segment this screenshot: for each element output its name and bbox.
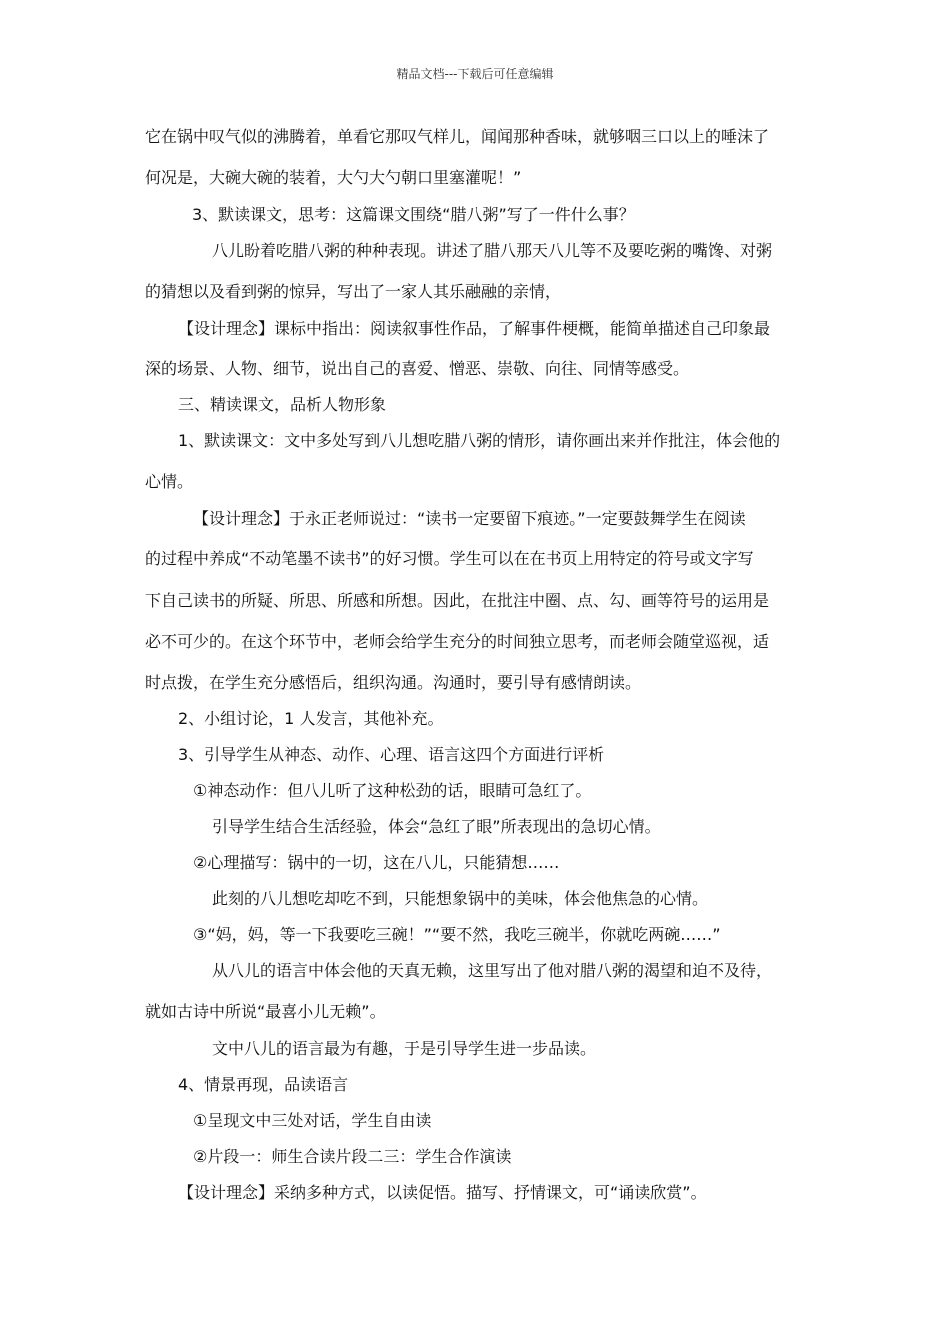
body-line: 3、引导学生从神态、动作、心理、语言这四个方面进行评析: [178, 745, 605, 764]
body-line: 的过程中养成“不动笔墨不读书”的好习惯。学生可以在在书页上用特定的符号或文字写: [145, 549, 754, 568]
body-line: 从八儿的语言中体会他的天真无赖，这里写出了他对腊八粥的渴望和迫不及待，: [212, 961, 773, 980]
body-line: 引导学生结合生活经验，体会“急红了眼”所表现出的急切心情。: [212, 817, 661, 836]
body-line: 它在锅中叹气似的沸腾着，单看它那叹气样儿，闻闻那种香味，就够咽三口以上的唾沫了: [145, 127, 770, 146]
body-line: 何况是，大碗大碗的装着，大勺大勺朝口里塞灌呢！”: [145, 168, 522, 187]
body-line: 3、默读课文，思考：这篇课文围绕“腊八粥”写了一件什么事？: [192, 205, 635, 224]
body-line: ①神态动作：但八儿听了这种松劲的话，眼睛可急红了。: [193, 781, 592, 800]
body-line: 心情。: [145, 472, 194, 491]
design-concept-line: 【设计理念】于永正老师说过：“读书一定要留下痕迹。”一定要鼓舞学生在阅读: [193, 509, 746, 528]
section-heading: 三、精读课文，品析人物形象: [178, 395, 387, 414]
body-line: 此刻的八儿想吃却吃不到，只能想象锅中的美味，体会他焦急的心情。: [212, 889, 709, 908]
body-line: 八儿盼着吃腊八粥的种种表现。讲述了腊八那天八儿等不及要吃粥的嘴馋、对粥: [212, 241, 773, 260]
body-line: ②片段一：师生合读片段二三：学生合作演读: [193, 1147, 512, 1166]
body-line: ①呈现文中三处对话，学生自由读: [193, 1111, 432, 1130]
body-line: 1、默读课文：文中多处写到八儿想吃腊八粥的情形，请你画出来并作批注，体会他的: [178, 431, 781, 450]
body-line: 的猜想以及看到粥的惊异，写出了一家人其乐融融的亲情，: [145, 282, 562, 301]
body-line: 必不可少的。在这个环节中，老师会给学生充分的时间独立思考，而老师会随堂巡视，适: [145, 632, 770, 651]
body-line: 文中八儿的语言最为有趣，于是引导学生进一步品读。: [212, 1039, 597, 1058]
body-line: ③“妈，妈，等一下我要吃三碗！”“要不然，我吃三碗半，你就吃两碗……”: [193, 925, 721, 944]
body-line: 下自己读书的所疑、所思、所感和所想。因此，在批注中圈、点、勾、画等符号的运用是: [145, 591, 770, 610]
body-line: 4、情景再现，品读语言: [178, 1075, 349, 1094]
body-line: 就如古诗中所说“最喜小儿无赖”。: [145, 1002, 386, 1021]
design-concept-line: 【设计理念】采纳多种方式，以读促悟。描写、抒情课文，可“诵读欣赏”。: [178, 1183, 707, 1202]
design-concept-line: 【设计理念】课标中指出：阅读叙事性作品，了解事件梗概，能简单描述自己印象最: [178, 319, 771, 338]
body-line: ②心理描写：锅中的一切，这在八儿，只能猜想……: [193, 853, 560, 872]
body-line: 深的场景、人物、细节，说出自己的喜爱、憎恶、崇敬、向往、同情等感受。: [145, 359, 690, 378]
page-header: 精品文档---下载后可任意编辑: [396, 67, 554, 81]
body-line: 时点拨，在学生充分感悟后，组织沟通。沟通时，要引导有感情朗读。: [145, 673, 642, 692]
body-line: 2、小组讨论，1 人发言，其他补充。: [178, 709, 444, 728]
